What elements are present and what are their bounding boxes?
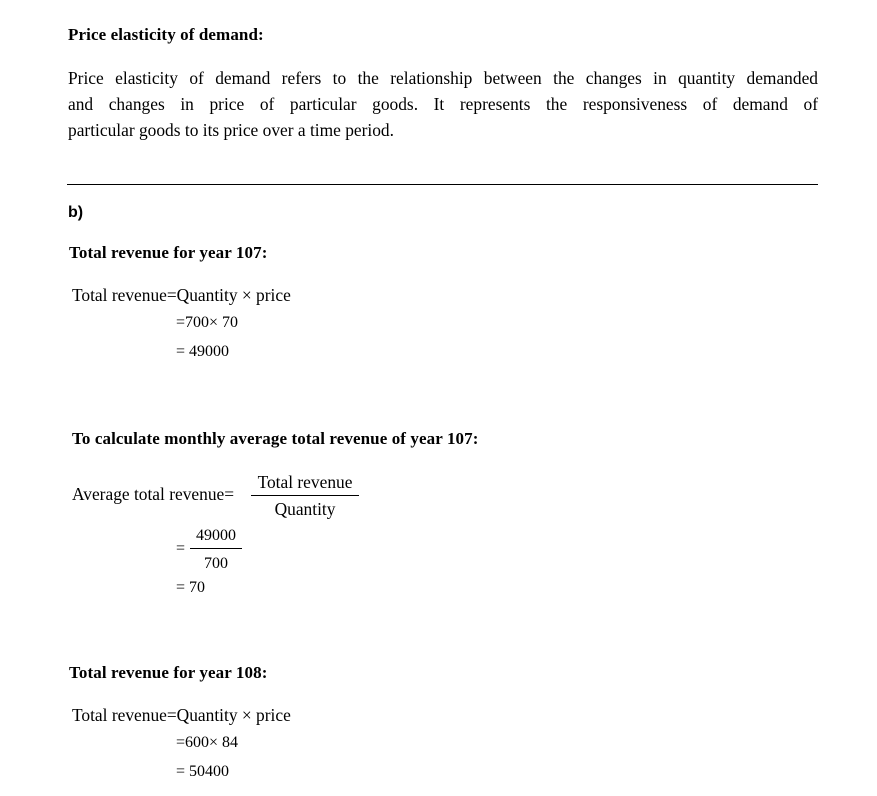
definition-paragraph (68, 65, 818, 143)
year-108-heading: Total revenue for year 108: (69, 663, 268, 682)
year-108-formula: Total revenue=Quantity × price (72, 705, 291, 725)
average-revenue-fraction (251, 472, 359, 520)
year-107-step-1: =700× 70 (176, 314, 239, 331)
section-divider (67, 184, 818, 185)
fraction-denominator: Quantity (274, 499, 336, 519)
year-107-step-2: = 49000 (176, 343, 230, 360)
fraction-numerator: Total revenue (257, 472, 353, 492)
step-1-numerator: 49000 (196, 527, 236, 544)
average-revenue-lhs: Average total revenue= (72, 484, 235, 504)
part-b-label: b) (68, 204, 84, 221)
fraction-bar (251, 495, 359, 496)
monthly-step-1-equals: = (176, 540, 186, 557)
definition-line-3: particular goods to its price over a time period. (68, 120, 394, 140)
definition-line-1: Price elasticity of demand refers to the relationship between the changes in quantity demanded (68, 68, 818, 88)
monthly-average-heading: To calculate monthly average total revenue of year 107: (72, 429, 479, 448)
year-108-step-1: =600× 84 (176, 734, 239, 751)
definition-line-2: and changes in price of particular goods. It represents the responsiveness of demand of (68, 94, 818, 114)
definition-heading: Price elasticity of demand: (68, 25, 264, 44)
step-1-fraction-bar (190, 548, 242, 549)
year-108-step-2: = 50400 (176, 763, 230, 780)
year-107-heading: Total revenue for year 107: (69, 243, 268, 262)
year-107-formula: Total revenue=Quantity × price (72, 285, 291, 305)
monthly-step-1-fraction (190, 527, 242, 573)
monthly-step-2: = 70 (176, 579, 206, 596)
step-1-denominator: 700 (204, 555, 228, 572)
